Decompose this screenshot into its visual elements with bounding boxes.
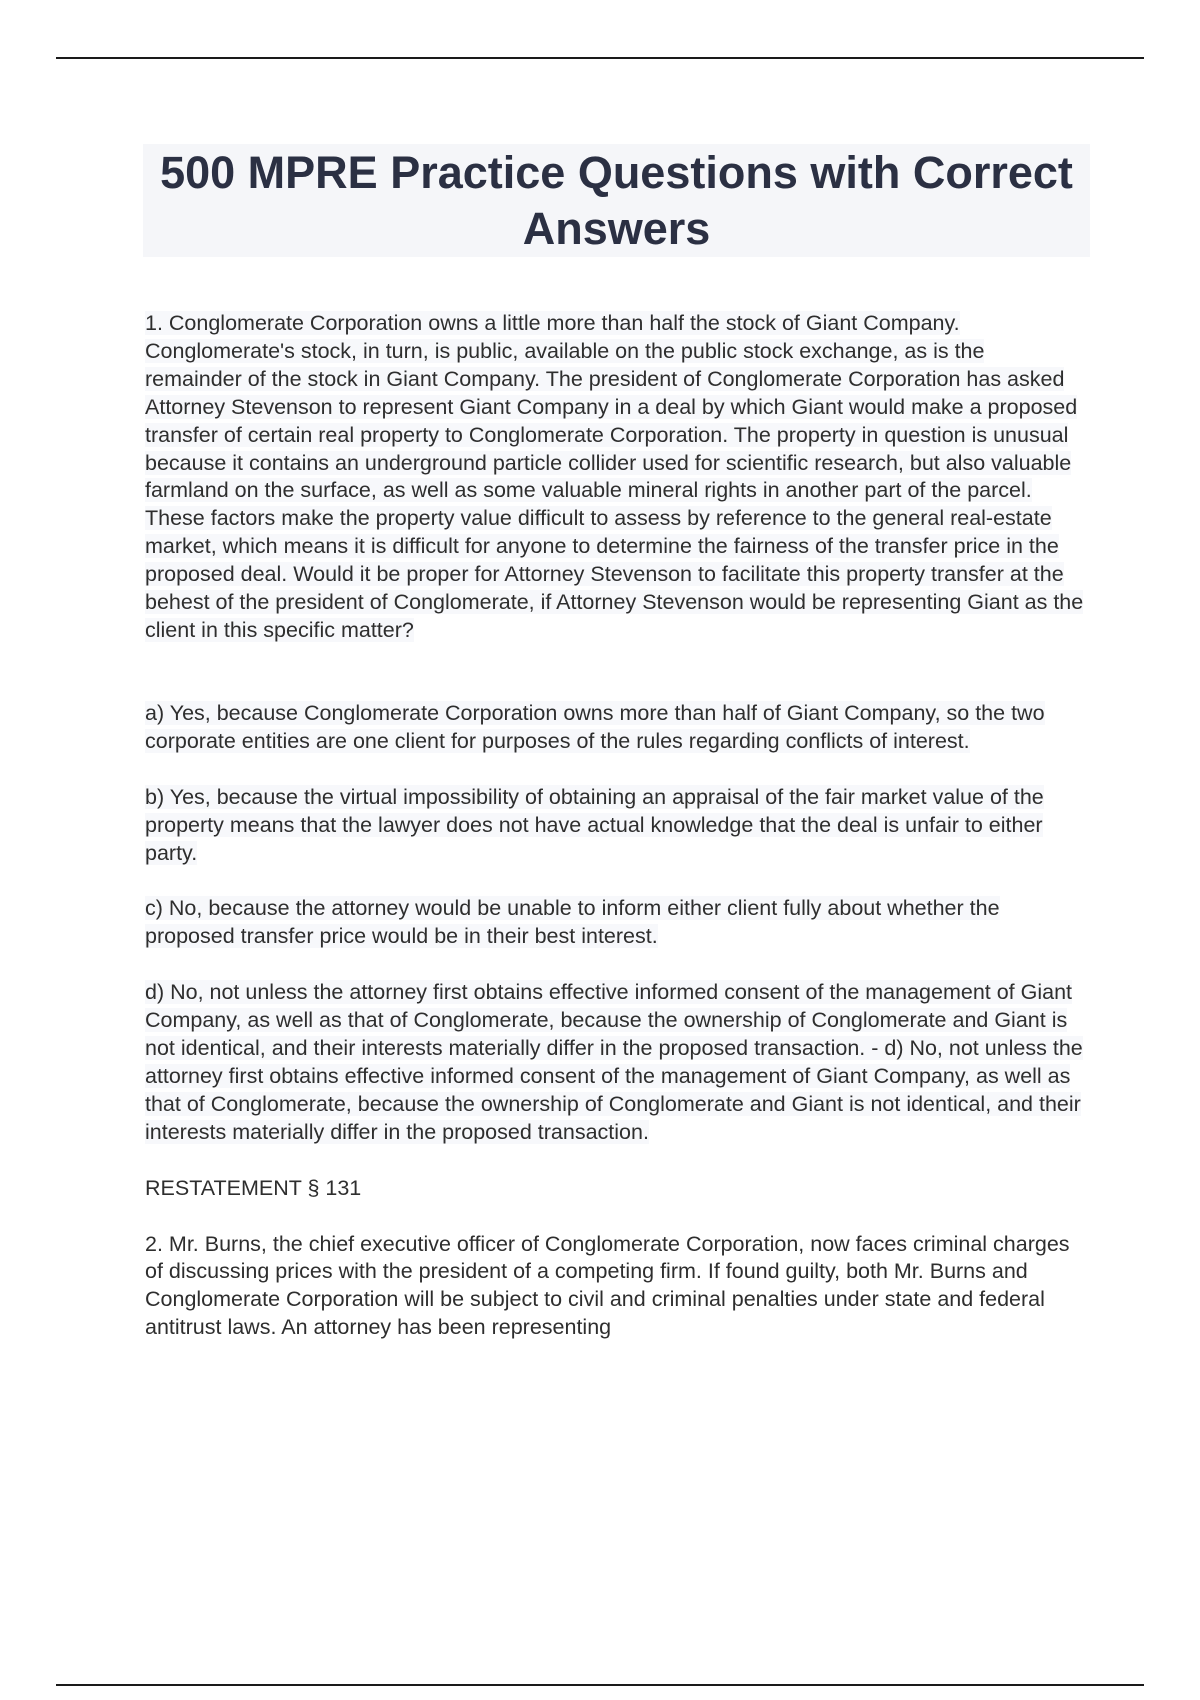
question-1-option-a (145, 700, 1085, 756)
bottom-rule (56, 1684, 1144, 1686)
reference-text: RESTATEMENT § 131 (145, 1175, 362, 1200)
question-1-option-d (145, 979, 1085, 1146)
option-a-text: a) Yes, because Conglomerate Corporation owns more than half of Giant Company, so the two corporate entities are one client for purposes of the rules regarding conflicts of interest. (145, 700, 1045, 753)
option-b-text: b) Yes, because the virtual impossibility of obtaining an appraisal of the fair market value of the property means that the lawyer does not have actual knowledge that the deal is unfair to either party. (145, 784, 1044, 865)
question-1-stem-text: 1. Conglomerate Corporation owns a little more than half the stock of Giant Company. Conglomerate's stock, in turn, is public, available on the public stock exchange, as is the remainder of the stock in Giant Company. The president of Conglomerate Corporation has asked Attorney Stevenson to represent Giant Company in a deal by which Giant would make a proposed transfer of certain real property to Conglomerate Corporation. The property in question is unusual because it contains an underground particle collider used for scientific research, but also valuable farmland on the surface, as well as some valuable mineral rights in another part of the parcel. These factors make the property value difficult to assess by reference to the general real-estate market, which means it is difficult for anyone to determine the fairness of the transfer price in the proposed deal. Would it be proper for Attorney Stevenson to facilitate this property transfer at the behest of the president of Conglomerate, if Attorney Stevenson would be representing Giant as the client in this specific matter? (145, 311, 1084, 642)
question-2-stem-text: 2. Mr. Burns, the chief executive officer of Conglomerate Corporation, now faces criminal charges of discussing prices with the president of a competing firm. If found guilty, both Mr. Burns and Conglomerate Corporation will be subject to civil and criminal penalties under state and federal antitrust laws. An attorney has been representing (145, 1231, 1070, 1340)
option-c-text: c) No, because the attorney would be unable to inform either client fully about whether the proposed transfer price would be in their best interest. (145, 896, 1000, 949)
title-banner (143, 144, 1090, 257)
page-title: 500 MPRE Practice Questions with Correct Answers (160, 146, 1073, 254)
question-1-stem (145, 310, 1085, 645)
question-1-option-b (145, 784, 1085, 868)
top-rule (56, 57, 1144, 59)
question-2-stem (145, 1231, 1085, 1343)
document-body (145, 310, 1085, 1342)
option-d-text: d) No, not unless the attorney first obtains effective informed consent of the management of Giant Company, as well as that of Conglomerate, because the ownership of Conglomerate and Giant is not identical, and their interests materially differ in the proposed transaction. - d) No, not unless the attorney first obtains effective informed consent of the management of Giant Company, as well as that of Conglomerate, because the ownership of Conglomerate and Giant is not identical, and their interests materially differ in the proposed transaction. (145, 980, 1083, 1144)
question-1-option-c (145, 895, 1085, 951)
question-1-reference (145, 1175, 1085, 1203)
